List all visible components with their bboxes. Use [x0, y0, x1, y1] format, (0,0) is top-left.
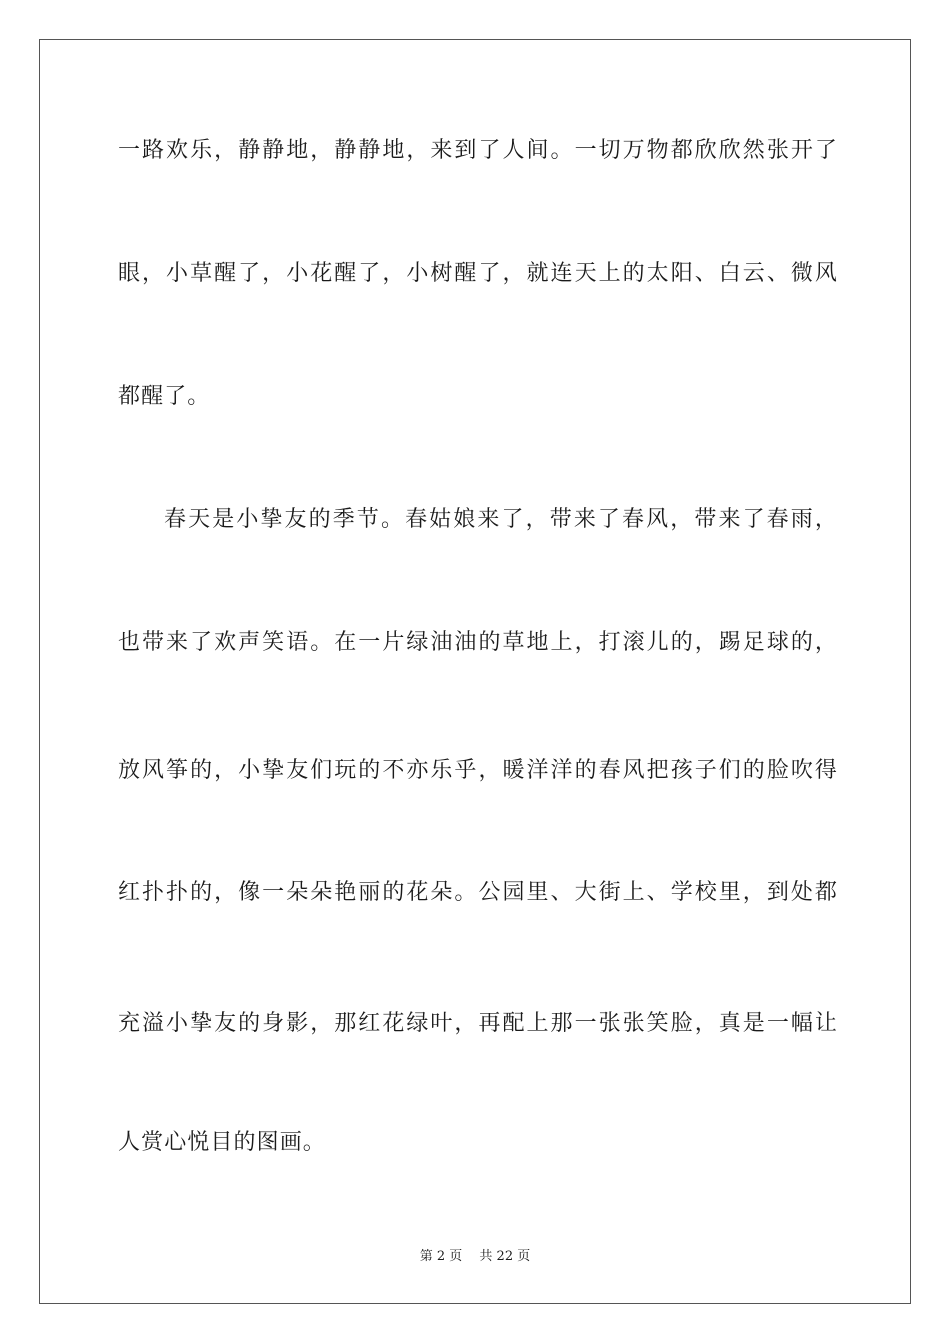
paragraph-2-line-1: 春天是小挚友的季节。春姑娘来了，带来了春风，带来了春雨， [164, 507, 838, 532]
paragraph-1-line-3: 都醒了。 [118, 384, 211, 409]
paragraph-2-line-2: 也带来了欢声笑语。在一片绿油油的草地上，打滚儿的，踢足球的， [118, 630, 838, 655]
paragraph-1-line-2: 眼，小草醒了，小花醒了，小树醒了，就连天上的太阳、白云、微风 [118, 261, 838, 286]
paragraph-2-line-5: 充溢小挚友的身影，那红花绿叶，再配上那一张张笑脸，真是一幅让 [118, 1011, 838, 1036]
paragraph-2-line-4: 红扑扑的，像一朵朵艳丽的花朵。公园里、大街上、学校里，到处都 [118, 880, 838, 905]
page-number-footer: 第 2 页 共 22 页 [419, 1249, 531, 1264]
paragraph-2-line-6: 人赏心悦目的图画。 [118, 1130, 326, 1155]
paragraph-1-line-1: 一路欢乐，静静地，静静地，来到了人间。一切万物都欣欣然张开了 [118, 138, 838, 163]
page-border [39, 39, 911, 1304]
paragraph-2-line-3: 放风筝的，小挚友们玩的不亦乐乎，暖洋洋的春风把孩子们的脸吹得 [118, 758, 838, 783]
